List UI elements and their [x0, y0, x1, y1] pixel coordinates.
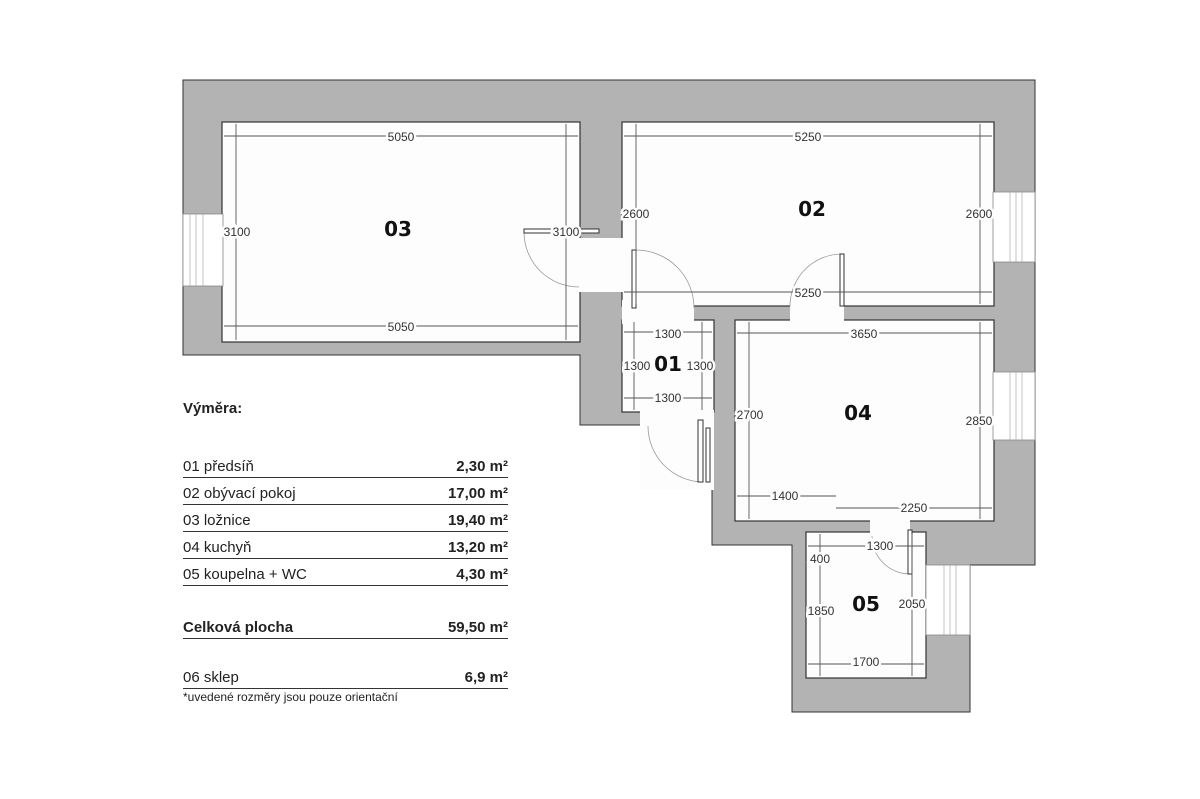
- window-04: [993, 372, 1035, 440]
- dim-r03-top: 5050: [387, 130, 415, 144]
- legend-note: *uvedené rozměry jsou pouze orientační: [183, 690, 398, 704]
- legend-title: Výměra:: [183, 400, 243, 417]
- legend-row-value: 2,30 m²: [456, 458, 508, 475]
- legend-total-name: Celková plocha: [183, 619, 294, 636]
- window-03: [183, 214, 223, 286]
- dim-r01-left: 1300: [623, 359, 651, 373]
- dim-r05-top: 1300: [866, 539, 894, 553]
- passage-03-02: [578, 238, 624, 292]
- dim-r04-top: 3650: [850, 327, 878, 341]
- dim-r01-right: 1300: [686, 359, 714, 373]
- room-label-01: 01: [654, 352, 682, 376]
- room-label-04: 04: [844, 401, 872, 425]
- legend-row-value: 4,30 m²: [456, 566, 508, 583]
- dim-r05-top-left: 400: [809, 552, 831, 566]
- dim-r04-bottom-left: 1400: [771, 489, 799, 503]
- dim-r05-left: 1850: [807, 604, 835, 618]
- legend-row: [183, 559, 508, 586]
- dim-r02-left: 2600: [622, 207, 650, 221]
- dim-r02-bottom: 5250: [794, 286, 822, 300]
- legend-row-name: 05 koupelna + WC: [183, 566, 307, 583]
- room-label-03: 03: [384, 217, 412, 241]
- legend-cellar-value: 6,9 m²: [464, 669, 508, 686]
- dim-r03-right: 3100: [552, 225, 580, 239]
- dim-r04-right: 2850: [965, 414, 993, 428]
- legend-row: [183, 451, 508, 478]
- dim-r05-bottom: 1700: [852, 655, 880, 669]
- dim-r04-bottom-right: 2250: [900, 501, 928, 515]
- window-02: [993, 192, 1035, 262]
- dim-r02-top: 5250: [794, 130, 822, 144]
- legend-row-name: 02 obývací pokoj: [183, 485, 296, 502]
- room-label-05: 05: [852, 592, 880, 616]
- legend-row-value: 19,40 m²: [447, 512, 508, 529]
- legend-row-value: 13,20 m²: [447, 539, 508, 556]
- dim-r01-bottom: 1300: [654, 391, 682, 405]
- legend-row-name: 03 ložnice: [183, 512, 251, 529]
- legend-total-value: 59,50 m²: [447, 619, 508, 636]
- dim-r05-right: 2050: [898, 597, 926, 611]
- legend-row-value: 17,00 m²: [447, 485, 508, 502]
- passage-04-05: [870, 516, 910, 536]
- legend-cellar-row: [183, 662, 508, 689]
- area-legend: [183, 400, 508, 704]
- window-05: [926, 565, 970, 635]
- dim-r04-left: 2700: [736, 408, 764, 422]
- dim-r03-bottom: 5050: [387, 320, 415, 334]
- legend-row: [183, 478, 508, 505]
- room-label-02: 02: [798, 197, 826, 221]
- legend-cellar-name: 06 sklep: [183, 669, 239, 686]
- legend-row: [183, 505, 508, 532]
- legend-row-name: 04 kuchyň: [183, 539, 252, 556]
- dim-r01-top: 1300: [654, 327, 682, 341]
- legend-row-name: 01 předsíň: [183, 458, 254, 475]
- passage-02-04: [790, 300, 844, 324]
- dim-r03-left: 3100: [223, 225, 251, 239]
- legend-total-row: [183, 612, 508, 639]
- dim-r02-right: 2600: [965, 207, 993, 221]
- legend-row: [183, 532, 508, 559]
